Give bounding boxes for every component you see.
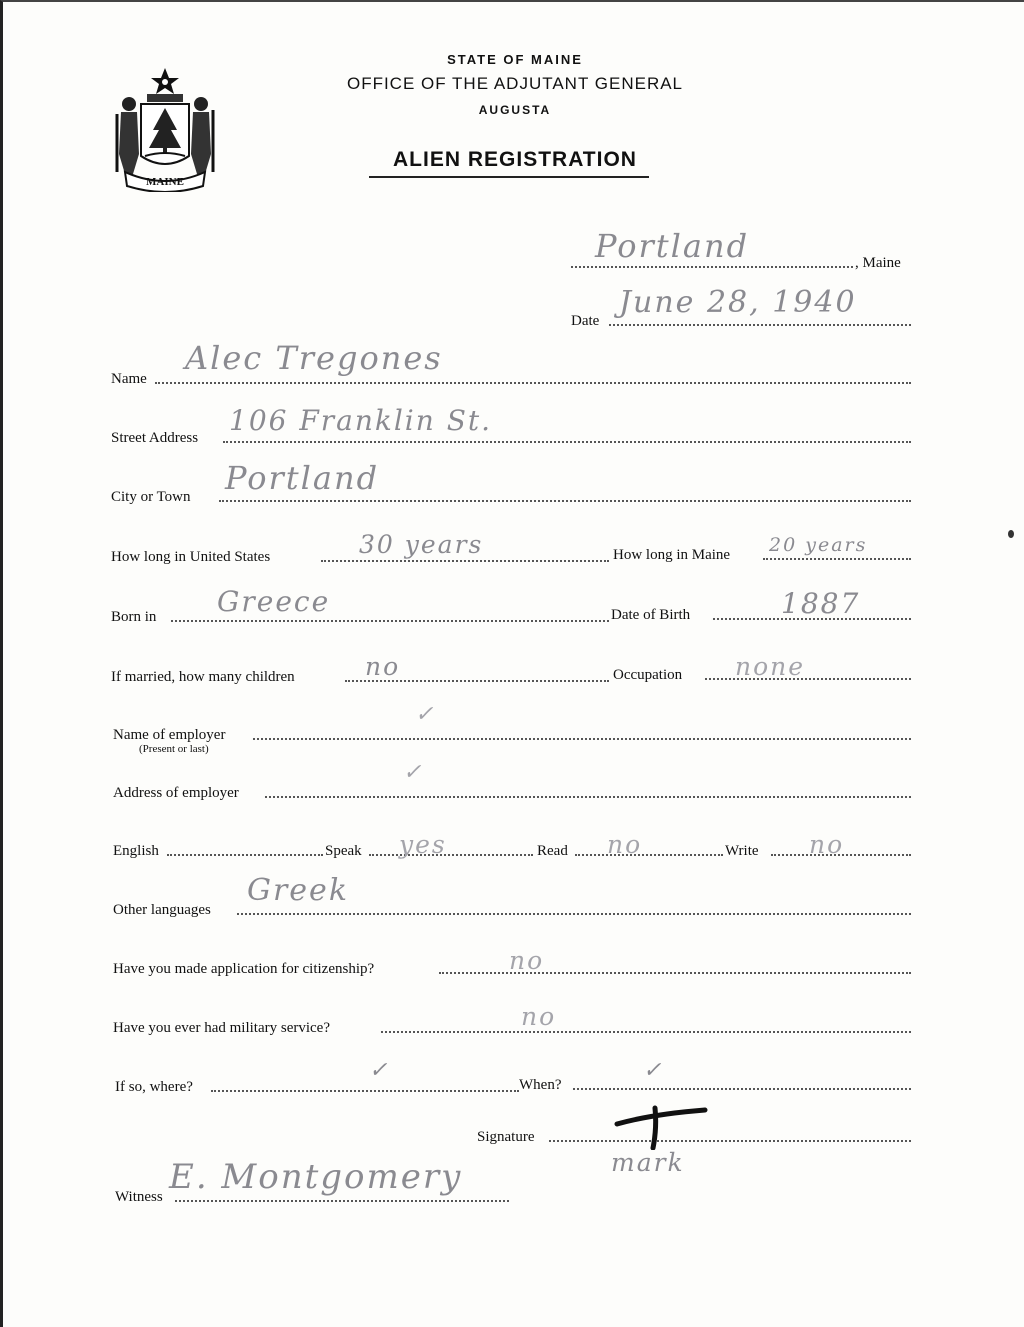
where-entry: ✓ [369,1058,390,1083]
how-long-us-label: How long in United States [111,549,271,565]
other-languages-label: Other languages [113,902,211,918]
employer-address-line [265,796,911,798]
citizenship-entry: no [509,946,545,975]
name-entry: Alec Tregones [185,339,443,377]
witness-entry: E. Montgomery [169,1157,463,1197]
state-heading: STATE OF MAINE [447,52,583,67]
office-heading: OFFICE OF THE ADJUTANT GENERAL [346,74,684,93]
write-label: Write [725,843,759,859]
employer-name-line [253,738,911,740]
scan-speck [1008,530,1014,538]
military-entry: no [521,1002,557,1031]
title-underline [369,176,649,178]
how-long-maine-entry: 20 years [769,534,868,556]
employer-address-label: Address of employer [113,785,239,801]
place-suffix-label: , Maine [855,255,901,271]
employer-address-entry: ✓ [403,760,424,785]
street-address-line [223,441,911,443]
date-label: Date [571,313,600,329]
when-line [573,1088,911,1090]
how-long-maine-label: How long in Maine [613,547,731,563]
witness-label: Witness [115,1189,163,1205]
read-entry: no [607,830,643,859]
signature-line [549,1140,911,1142]
employer-name-entry: ✓ [415,702,436,727]
speak-line [369,854,533,856]
where-label: If so, where? [115,1079,193,1095]
where-line [211,1090,519,1092]
signature-label: Signature [477,1129,535,1145]
date-line [609,324,911,326]
military-label: Have you ever had military service? [113,1020,330,1036]
form-title: ALIEN REGISTRATION [393,148,637,171]
read-line [575,854,723,856]
how-long-maine-line [763,558,911,560]
date-of-birth-label: Date of Birth [611,607,691,623]
speak-entry: yes [399,830,447,859]
name-label: Name [111,371,147,387]
when-label: When? [519,1077,562,1093]
military-line [381,1031,911,1033]
street-address-label: Street Address [111,430,199,446]
children-entry: no [365,652,401,681]
street-address-entry: 106 Franklin St. [229,404,493,437]
when-entry: ✓ [643,1058,664,1083]
signature-cross-mark-icon [613,1104,709,1150]
witness-line [175,1200,509,1202]
date-entry: June 28, 1940 [619,285,857,320]
employer-note-label: (Present or last) [139,743,209,755]
citizenship-label: Have you made application for citizenship? [113,961,375,977]
name-line [155,382,911,384]
occupation-label: Occupation [613,667,683,683]
occupation-entry: none [735,652,806,681]
other-languages-line [237,913,911,915]
other-languages-entry: Greek [247,873,349,908]
employer-name-label: Name of employer [113,727,226,743]
children-label: If married, how many children [111,669,295,685]
english-label: English [113,843,159,859]
speak-label: Speak [325,843,362,859]
born-in-line [171,620,609,622]
place-line [571,266,853,268]
write-entry: no [809,830,845,859]
signature-mark-entry: mark [611,1148,685,1177]
city-label: City or Town [111,489,191,505]
city-line [219,500,911,502]
place-entry: Portland [595,227,750,265]
date-of-birth-entry: 1887 [781,587,861,620]
how-long-us-entry: 30 years [359,530,484,559]
seal-banner-text: MAINE [146,176,184,188]
born-in-label: Born in [111,609,157,625]
read-label: Read [537,843,568,859]
city-heading: AUGUSTA [478,103,552,117]
city-entry: Portland [225,459,380,497]
english-line [167,854,323,856]
born-in-entry: Greece [217,585,331,618]
how-long-us-line [321,560,609,562]
